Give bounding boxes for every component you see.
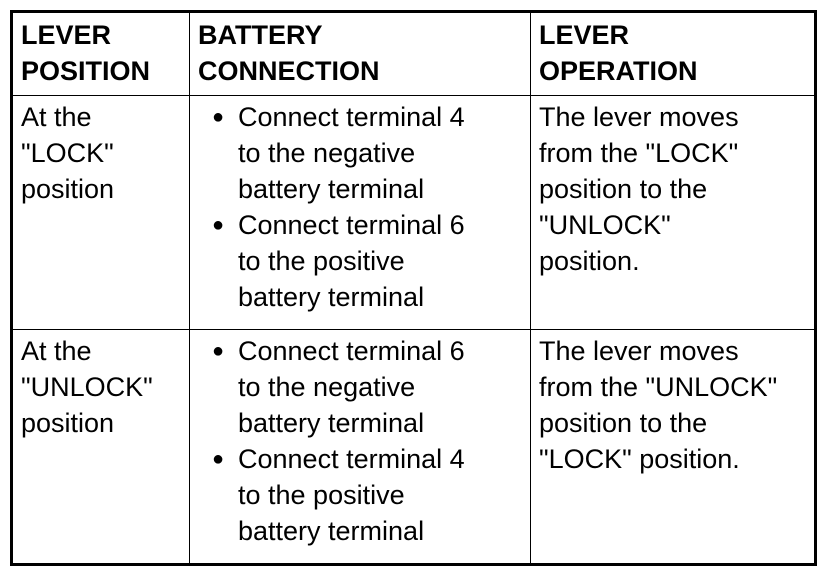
- cell-battery-connection: [190, 330, 531, 565]
- list-item: ● Connect terminal 4 to the negative battery terminal: [198, 99, 524, 207]
- table-row: [12, 96, 816, 330]
- connection-steps-list: [198, 333, 524, 549]
- bullet-icon: ●: [211, 448, 225, 470]
- list-item: ● Connect terminal 4 to the positive battery terminal: [198, 441, 524, 549]
- header-battery-connection: BATTERY CONNECTION: [190, 12, 531, 96]
- bullet-icon: ●: [211, 214, 225, 236]
- header-lever-operation: LEVER OPERATION: [531, 12, 816, 96]
- lever-operation-table: [10, 10, 817, 566]
- table-row: [12, 330, 816, 565]
- table-header-row: [12, 12, 816, 96]
- header-lever-position: LEVER POSITION: [12, 12, 190, 96]
- list-item: ● Connect terminal 6 to the negative battery terminal: [198, 333, 524, 441]
- connection-steps-list: [198, 99, 524, 315]
- bullet-icon: ●: [211, 340, 225, 362]
- cell-lever-operation: The lever moves from the "LOCK" position to the "UNLOCK" position.: [531, 96, 816, 330]
- cell-lever-position: At the "UNLOCK" position: [12, 330, 190, 565]
- cell-battery-connection: [190, 96, 531, 330]
- cell-lever-operation: The lever moves from the "UNLOCK" position to the "LOCK" position.: [531, 330, 816, 565]
- bullet-icon: ●: [211, 106, 225, 128]
- list-item: ● Connect terminal 6 to the positive battery terminal: [198, 207, 524, 315]
- cell-lever-position: At the "LOCK" position: [12, 96, 190, 330]
